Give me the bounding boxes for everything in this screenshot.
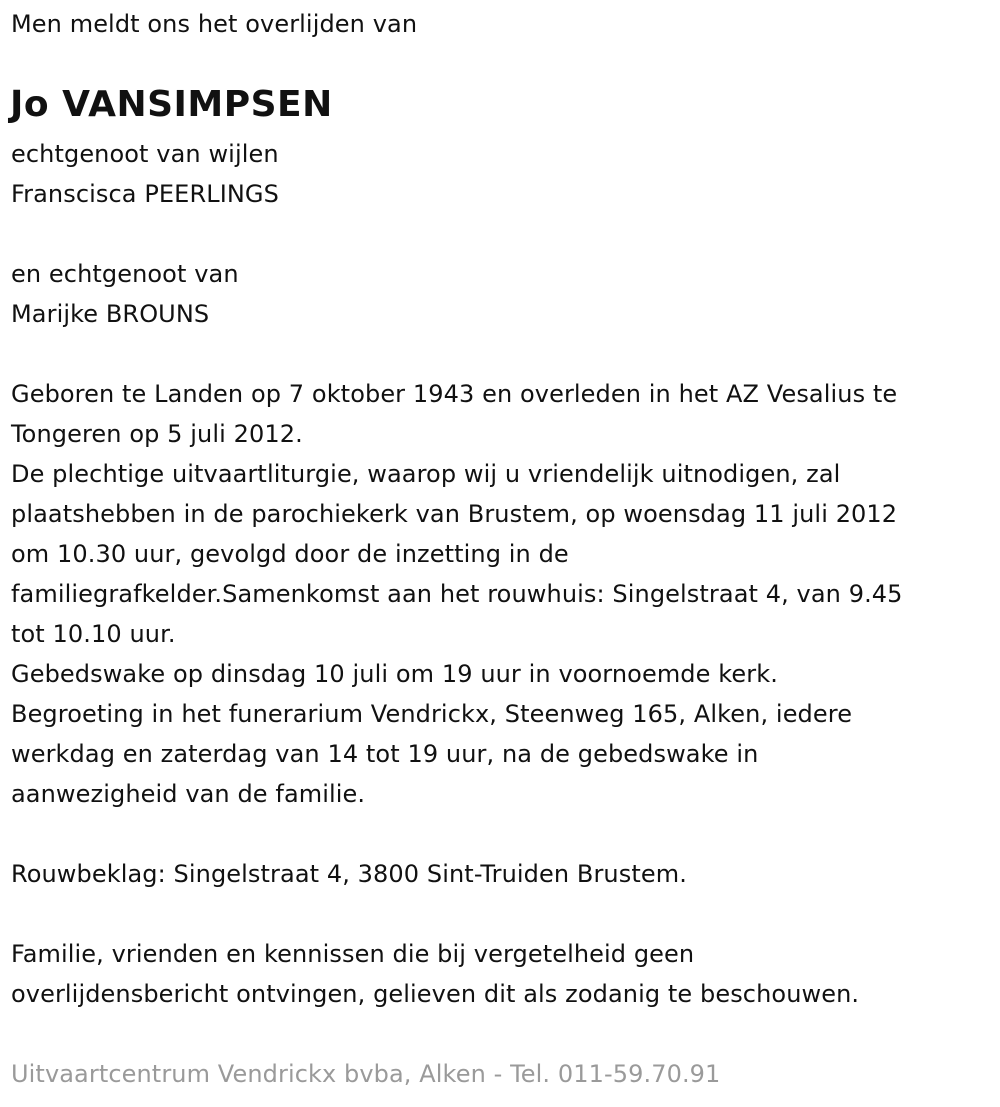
spouse-line: Franscisca PEERLINGS: [11, 180, 279, 208]
details-line: Gebedswake op dinsdag 10 juli om 19 uur in voornoemde kerk.: [11, 660, 778, 688]
closing-line: overlijdensbericht ontvingen, gelieven dit als zodanig te beschouwen.: [11, 980, 860, 1008]
spouse-block: [11, 134, 279, 214]
footer-block: [11, 1054, 720, 1094]
details-line: werkdag en zaterdag van 14 tot 19 uur, na de gebedswake in: [11, 740, 759, 768]
closing-line: Familie, vrienden en kennissen die bij vergetelheid geen: [11, 940, 695, 968]
details-block: [11, 374, 903, 814]
deceased-name: Jo VANSIMPSEN: [10, 84, 333, 125]
spouse-line: echtgenoot van wijlen: [11, 140, 279, 168]
intro-text: Men meldt ons het overlijden van: [11, 10, 418, 38]
details-line: Tongeren op 5 juli 2012.: [11, 420, 303, 448]
details-line: familiegrafkelder.Samenkomst aan het rouwhuis: Singelstraat 4, van 9.45: [11, 580, 903, 608]
details-line: Geboren te Landen op 7 oktober 1943 en overleden in het AZ Vesalius te: [11, 380, 898, 408]
details-line: De plechtige uitvaartliturgie, waarop wij u vriendelijk uitnodigen, zal: [11, 460, 841, 488]
spouse2-line: en echtgenoot van: [11, 260, 239, 288]
closing-block: [11, 934, 859, 1014]
spouse2-line: Marijke BROUNS: [11, 300, 210, 328]
condolence-block: [11, 854, 687, 894]
funeral-home-footer: Uitvaartcentrum Vendrickx bvba, Alken - Tel. 011-59.70.91: [11, 1060, 721, 1088]
details-line: plaatshebben in de parochiekerk van Brustem, op woensdag 11 juli 2012: [11, 500, 898, 528]
details-line: aanwezigheid van de familie.: [11, 780, 366, 808]
details-line: tot 10.10 uur.: [11, 620, 176, 648]
condolence-address: Rouwbeklag: Singelstraat 4, 3800 Sint-Truiden Brustem.: [11, 860, 687, 888]
details-line: Begroeting in het funerarium Vendrickx, Steenweg 165, Alken, iedere: [11, 700, 853, 728]
details-line: om 10.30 uur, gevolgd door de inzetting in de: [11, 540, 569, 568]
spouse2-block: [11, 254, 239, 334]
